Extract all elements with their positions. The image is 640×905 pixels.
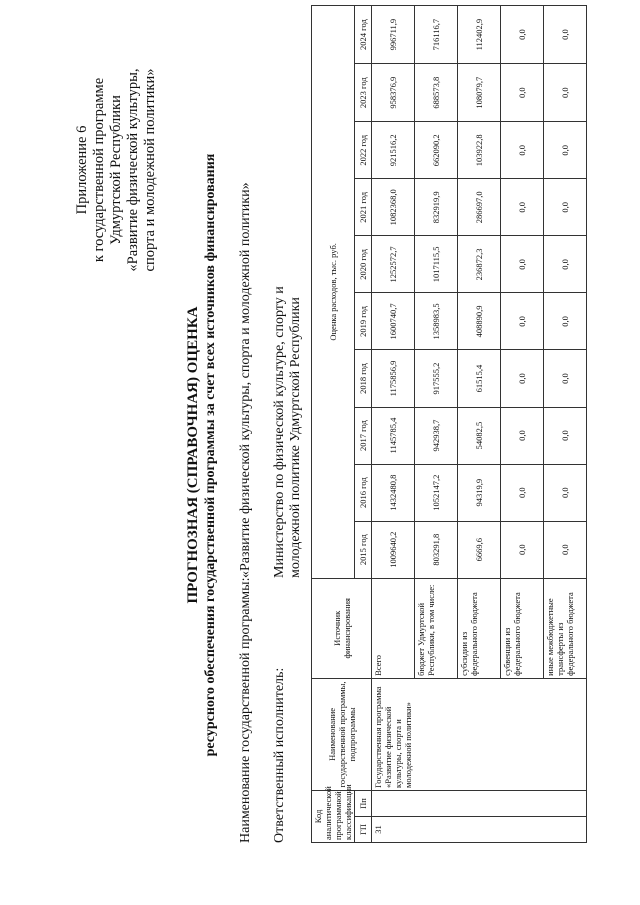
value-cell: 662090,2 <box>415 122 458 179</box>
year-header: 2015 год <box>355 521 372 578</box>
value-cell: 0,0 <box>544 350 587 407</box>
value-cell: 996711,9 <box>372 6 415 64</box>
value-cell: 0,0 <box>501 6 544 64</box>
value-cell: 1358983,5 <box>415 293 458 350</box>
year-header: 2020 год <box>355 236 372 293</box>
responsible-value: Министерство по физической культуре, спорту и молодежной политике Удмуртской Республики <box>272 286 303 578</box>
source-header: Источник финансирования <box>312 578 372 678</box>
value-cell: 0,0 <box>544 179 587 236</box>
value-cell: 0,0 <box>544 464 587 521</box>
value-cell: 1052147,2 <box>415 464 458 521</box>
value-cell: 1175856,9 <box>372 350 415 407</box>
year-header: 2023 год <box>355 64 372 122</box>
value-cell: 0,0 <box>501 521 544 578</box>
appendix-line: к государственной программе <box>91 77 107 263</box>
value-cell: 0,0 <box>501 236 544 293</box>
value-cell: 0,0 <box>544 6 587 64</box>
appendix-line: «Развитие физической культуры, <box>125 68 141 272</box>
appendix-line: спорта и молодежной политики» <box>142 68 158 272</box>
value-cell: 0,0 <box>501 407 544 464</box>
value-cell: 0,0 <box>501 179 544 236</box>
value-cell: 688573,8 <box>415 64 458 122</box>
estimate-header: Оценка расходов, тыс. руб. <box>312 6 355 579</box>
value-cell: 108079,7 <box>458 64 501 122</box>
source-cell: субсидии из федерального бюджета <box>458 578 501 678</box>
value-cell: 1600740,7 <box>372 293 415 350</box>
value-cell: 0,0 <box>501 64 544 122</box>
value-cell: 1082368,0 <box>372 179 415 236</box>
value-cell: 236872,3 <box>458 236 501 293</box>
gp-code-cell: 31 <box>372 816 587 842</box>
value-cell: 0,0 <box>544 407 587 464</box>
year-header: 2024 год <box>355 6 372 64</box>
value-cell: 286697,0 <box>458 179 501 236</box>
appendix-line: Удмуртской Республики <box>108 95 124 245</box>
value-cell: 408890,9 <box>458 293 501 350</box>
value-cell: 803291,8 <box>415 521 458 578</box>
value-cell: 6669,6 <box>458 521 501 578</box>
value-cell: 1432480,8 <box>372 464 415 521</box>
source-cell: бюджет Удмуртской Республики, в том числе: <box>415 578 458 678</box>
pp-header: Пп <box>355 790 372 816</box>
pp-code-cell <box>372 790 587 816</box>
value-cell: 61515,4 <box>458 350 501 407</box>
value-cell: 0,0 <box>501 293 544 350</box>
value-cell: 94319,9 <box>458 464 501 521</box>
year-header: 2021 год <box>355 179 372 236</box>
program-name-label: Наименование государственной программы: <box>238 577 253 843</box>
value-cell: 54082,5 <box>458 407 501 464</box>
responsible-label: Ответственный исполнитель: <box>272 667 287 843</box>
document-subtitle: ресурсного обеспечения государственной программы за счет всех источников финансирования <box>203 153 218 757</box>
code-header: Код аналитической программной классификации <box>312 790 355 842</box>
value-cell: 0,0 <box>501 122 544 179</box>
year-header: 2016 год <box>355 464 372 521</box>
year-header: 2017 год <box>355 407 372 464</box>
program-name-cell: Государственная программа «Развитие физической культуры, спорта и молодежной политики» <box>372 678 587 790</box>
value-cell: 832919,9 <box>415 179 458 236</box>
value-cell: 1009640,2 <box>372 521 415 578</box>
source-cell: Всего <box>372 578 415 678</box>
value-cell: 1252572,7 <box>372 236 415 293</box>
value-cell: 0,0 <box>501 464 544 521</box>
value-cell: 1145785,4 <box>372 407 415 464</box>
value-cell: 0,0 <box>544 236 587 293</box>
value-cell: 103922,8 <box>458 122 501 179</box>
value-cell: 1017115,5 <box>415 236 458 293</box>
document-title: ПРОГНОЗНАЯ (СПРАВОЧНАЯ) ОЦЕНКА <box>185 306 201 604</box>
program-name-value: «Развитие физической культуры, спорта и молодежной политики» <box>238 182 253 578</box>
funding-table <box>311 5 587 843</box>
year-header: 2022 год <box>355 122 372 179</box>
value-cell: 0,0 <box>501 350 544 407</box>
value-cell: 958376,9 <box>372 64 415 122</box>
year-header: 2019 год <box>355 293 372 350</box>
source-cell: субвенции из федерального бюджета <box>501 578 544 678</box>
gp-header: ГП <box>355 816 372 842</box>
year-header: 2018 год <box>355 350 372 407</box>
table-row <box>372 6 415 843</box>
name-header: Наименование государственной программы, подпрограммы <box>312 678 372 790</box>
appendix-line: Приложение 6 <box>74 125 90 215</box>
value-cell: 0,0 <box>544 521 587 578</box>
value-cell: 917555,2 <box>415 350 458 407</box>
value-cell: 716116,7 <box>415 6 458 64</box>
appendix-heading <box>74 35 159 305</box>
value-cell: 0,0 <box>544 293 587 350</box>
value-cell: 0,0 <box>544 64 587 122</box>
value-cell: 112402,9 <box>458 6 501 64</box>
source-cell: иные межбюджетные трансферты из федерального бюджета <box>544 578 587 678</box>
value-cell: 942938,7 <box>415 407 458 464</box>
value-cell: 0,0 <box>544 122 587 179</box>
value-cell: 921516,2 <box>372 122 415 179</box>
